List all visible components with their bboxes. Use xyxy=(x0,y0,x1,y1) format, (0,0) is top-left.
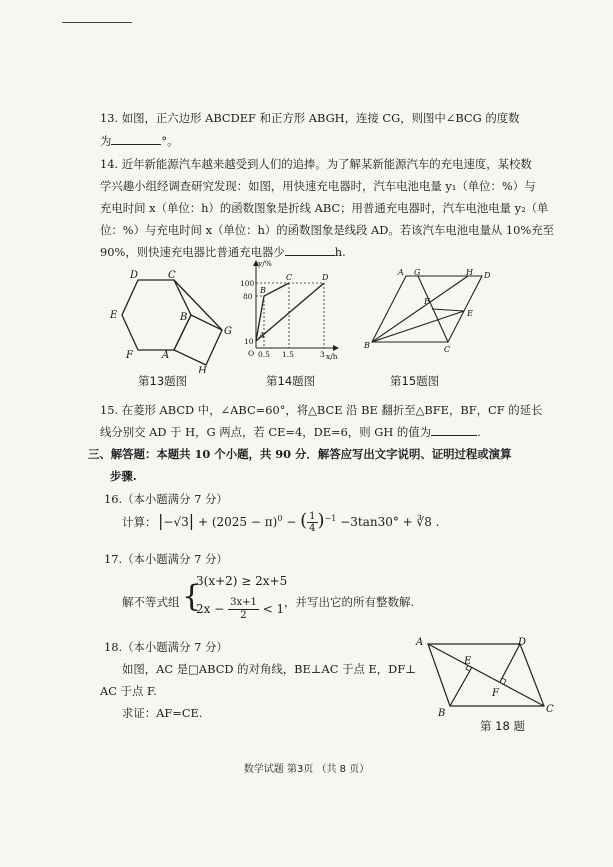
q16-abs-close: | xyxy=(188,511,195,530)
fig13-label-e: E xyxy=(110,310,118,321)
q17-ineq1: 3(x+2) ≥ 2x+5 xyxy=(196,574,288,588)
figure-15 xyxy=(364,266,504,356)
q14-last-pre: 90%，则快速充电器比普通充电器少 xyxy=(100,245,285,259)
q17-frac-den: 2 xyxy=(240,610,247,621)
q14-line1: 14. 近年新能源汽车越来越受到人们的追捧。为了解某新能源汽车的充电速度，某校数 xyxy=(100,157,532,171)
fig14-label-b: B xyxy=(260,286,266,295)
fig18-label-f: F xyxy=(492,688,499,699)
fig15-label-a: A xyxy=(398,268,404,277)
fig13-caption: 第13题图 xyxy=(138,374,188,388)
fig15-caption: 第15题图 xyxy=(390,374,440,388)
q16-tail: −3tan30° + ∛8 . xyxy=(340,515,440,529)
q16-plus: + xyxy=(197,515,209,529)
fig15-label-g: G xyxy=(414,268,421,277)
fig15-label-h: H xyxy=(466,268,473,277)
fig13-label-c: C xyxy=(168,270,176,281)
q15-line1: 15. 在菱形 ABCD 中，∠ABC=60°，将△BCE 沿 BE 翻折至△BFE，BF，CF 的延长 xyxy=(100,403,543,417)
fig15-label-f: F xyxy=(424,297,430,306)
section3-heading-line1: 三、解答题：本题共 10 个小题，共 90 分．解答应写出文字说明、证明过程或演算 xyxy=(88,447,512,461)
top-rule xyxy=(62,22,132,23)
fig18-label-e: E xyxy=(464,656,472,667)
q15-line2-pre: 线分别交 AD 于 H，G 两点，若 CE=4，DE=6，则 GH 的值为 xyxy=(100,425,432,439)
fig18-label-c: C xyxy=(546,704,554,715)
q16-abs-open: | xyxy=(158,511,164,530)
q14-line2: 学兴趣小组经调查研究发现：如图，用快速充电器时，汽车电池电量 y₁（单位：%）与 xyxy=(100,179,536,193)
q14-line3: 充电时间 x（单位：h）的函数图象是折线 ABC；用普通充电器时，汽车电池电量 y₂（单 xyxy=(100,201,549,215)
q17-suffix: ，并写出它的所有整数解. xyxy=(284,595,415,609)
fig14-ytick-100: 100 xyxy=(240,279,255,288)
q17-ineq2-post: < 1 xyxy=(262,602,285,616)
q16-minus: − xyxy=(286,515,297,529)
q18-line2: AC 于点 F. xyxy=(100,684,157,698)
fig14-ytick-80: 80 xyxy=(243,292,253,301)
q13-line1: 13. 如图，正六边形 ABCDEF 和正方形 ABGH，连接 CG，则图中∠BCG 的度数 xyxy=(100,111,520,125)
segment-fe xyxy=(432,309,464,311)
fig14-x-unit: x/h xyxy=(326,352,338,361)
fig13-label-g: G xyxy=(224,326,232,337)
q16-exp-neg1: −1 xyxy=(324,514,337,523)
q16-fraction xyxy=(307,511,317,534)
fig13-label-h: H xyxy=(198,366,207,373)
q18-header: 18.（本小题满分 7 分） xyxy=(104,640,228,654)
q13-line2-pre: 为 xyxy=(100,134,112,148)
q17-prefix: 解不等式组 xyxy=(122,595,180,609)
q13-answer-blank xyxy=(111,132,161,145)
q14-line4: 位：%）与充电时间 x（单位：h）的函数图象是线段 AD。若该汽车电池电量从 10%充至 xyxy=(100,223,555,237)
fig14-xtick-15: 1.5 xyxy=(282,350,294,359)
fig14-label-d: D xyxy=(322,273,329,282)
segment-df xyxy=(500,644,520,682)
diagonal-ac xyxy=(428,644,544,706)
q13-line2 xyxy=(100,131,179,152)
fig15-label-b: B xyxy=(364,341,370,350)
fig18-caption: 第 18 题 xyxy=(480,719,525,733)
right-angle-f xyxy=(502,678,506,684)
fig14-caption: 第14题图 xyxy=(266,374,316,388)
fig15-label-e: E xyxy=(467,309,473,318)
fig13-label-a: A xyxy=(162,350,170,361)
q17-header: 17.（本小题满分 7 分） xyxy=(104,552,228,566)
q17-ineq2 xyxy=(196,597,284,622)
fig14-label-c: C xyxy=(286,273,293,282)
q16-header: 16.（本小题满分 7 分） xyxy=(104,492,228,506)
q13-line2-post: °。 xyxy=(161,134,179,148)
q18-line3: 求证：AF=CE. xyxy=(122,706,203,720)
q17-fraction xyxy=(228,597,259,622)
figure-18 xyxy=(412,634,562,719)
segment-be xyxy=(450,667,472,706)
q14-answer-blank xyxy=(285,243,335,256)
q16-neg-sqrt: −√3 xyxy=(163,515,189,529)
fig13-label-d: D xyxy=(130,270,139,281)
q16-paren: (2025 − π) xyxy=(211,515,278,529)
fig14-label-a: A xyxy=(259,331,265,340)
q18-line1: 如图，AC 是□ABCD 的对角线，BE⊥AC 于点 E，DF⊥ xyxy=(122,662,416,676)
figure-13 xyxy=(100,268,240,373)
fig14-ytick-10: 10 xyxy=(244,337,254,346)
q16-expression: $|-√3| + (2025 - \pi)^0$ − ( $\frac{1}{4}$ )$^{-1}$ −3tan30° + ∛8 . xyxy=(158,510,440,534)
q17-ineq2-pre: 2x − xyxy=(196,602,225,616)
q16-exp0: 0 xyxy=(277,514,283,523)
q14-last-post: h. xyxy=(334,245,346,259)
rhombus-abcd xyxy=(372,276,482,342)
fig18-label-d: D xyxy=(518,637,527,648)
q16-frac-den: 4 xyxy=(309,523,316,534)
fig14-origin: O xyxy=(248,349,255,358)
fig15-label-d: D xyxy=(484,271,491,280)
q16-prefix: 计算： xyxy=(122,515,157,529)
section3-heading-line2: 步骤. xyxy=(110,469,137,483)
figure-14 xyxy=(236,258,346,368)
line-ad xyxy=(256,283,324,341)
q15-line2 xyxy=(100,422,481,443)
q17-brace: { xyxy=(182,579,202,614)
fig14-xtick-3: 3 xyxy=(320,350,325,359)
fig13-label-f: F xyxy=(126,350,133,361)
q15-line2-post: . xyxy=(477,425,481,439)
q17-frac-num: 3x+1 xyxy=(230,597,257,608)
page-footer: 数学试题 第3页 （共 8 页） xyxy=(243,764,370,775)
fig14-y-unit: y/% xyxy=(258,259,272,268)
fig15-label-c: C xyxy=(444,345,451,354)
fig18-label-a: A xyxy=(416,637,424,648)
fig14-xtick-05: 0.5 xyxy=(258,350,270,359)
fig18-label-b: B xyxy=(438,708,446,719)
q16-frac-num: 1 xyxy=(309,511,316,522)
fig13-label-b: B xyxy=(180,312,188,323)
q15-answer-blank xyxy=(431,423,477,436)
